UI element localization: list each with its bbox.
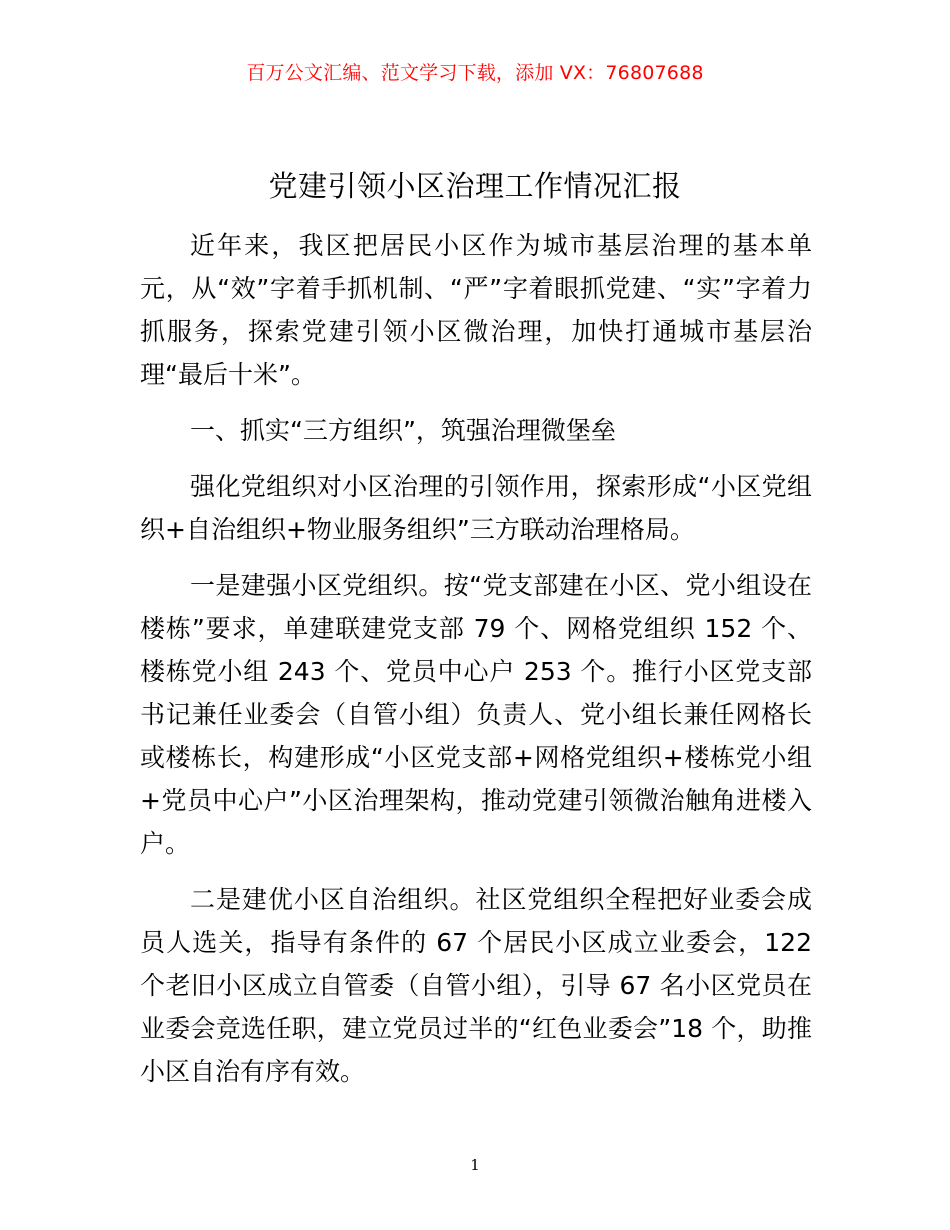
paragraph-party-organization: 一是建强小区党组织。按“党支部建在小区、党小组设在楼栋”要求，单建联建党支部 79 个、网格党组织 152 个、楼栋党小组 243 个、党员中心户 253 个。推行小区党支部书记兼任业委会（自管小组）负责人、党小组长兼任网格长或楼栋长，构建形成“小区党支部+网格党组织+楼栋党小组+党员中心户”小区治理架构，推动党建引领微治触角进楼入户。 (140, 571, 812, 858)
header-banner: 百万公文汇编、范文学习下载，添加 VX：76807688 (246, 62, 704, 84)
document-title: 党建引领小区治理工作情况汇报 (268, 169, 682, 203)
page-number: 1 (470, 1156, 480, 1174)
paragraph-self-governance: 二是建优小区自治组织。社区党组织全程把好业委会成员人选关，指导有条件的 67 个居民小区成立业委会，122 个老旧小区成立自管委（自管小组），引导 67 名小区党员在业委会竞选任职，建立党员过半的“红色业委会”18 个，助推小区自治有序有效。 (140, 885, 812, 1086)
document-body (140, 224, 812, 1106)
section-heading-1: 一、抓实“三方组织”，筑强治理微堡垒 (190, 416, 616, 445)
paragraph-intro: 近年来，我区把居民小区作为城市基层治理的基本单元，从“效”字着手抓机制、“严”字着眼抓党建、“实”字着力抓服务，探索党建引领小区微治理，加快打通城市基层治理“最后十米”。 (140, 231, 812, 389)
paragraph-section-1-summary: 强化党组织对小区治理的引领作用，探索形成“小区党组织+自治组织+物业服务组织”三方联动治理格局。 (140, 472, 812, 544)
